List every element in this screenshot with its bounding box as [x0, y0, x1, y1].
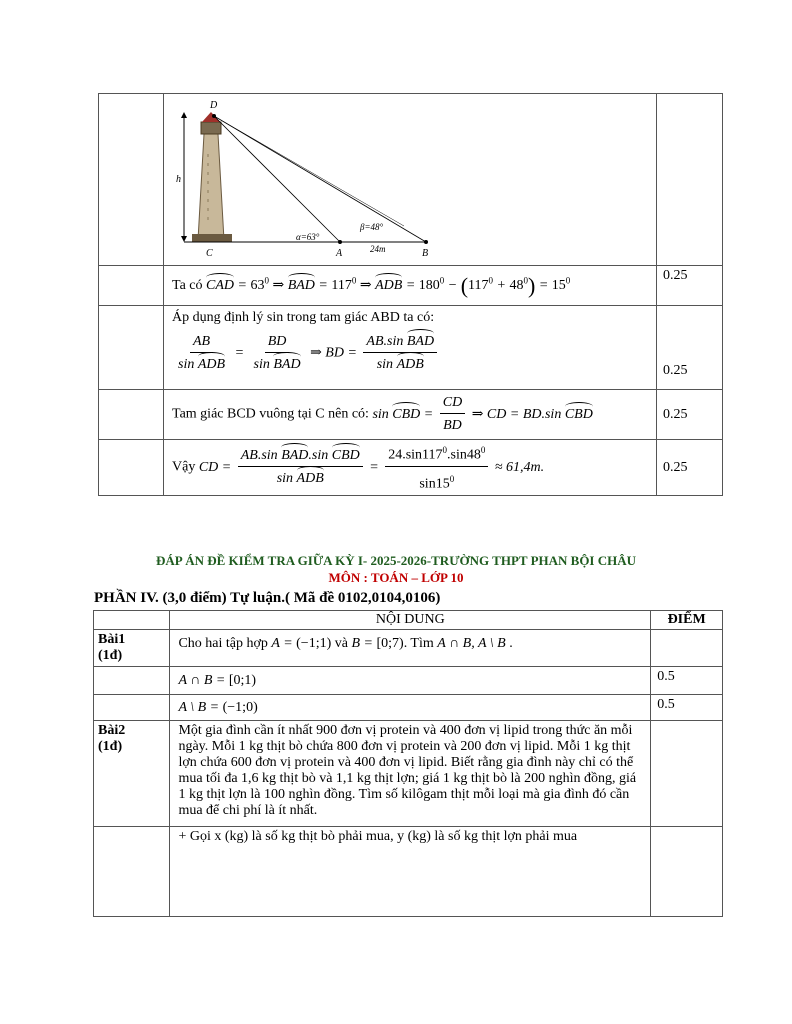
label-d: D — [210, 100, 218, 111]
sight-line-a — [214, 116, 340, 242]
col-header-point: ĐIỂM — [651, 611, 723, 630]
point-row-4: 0.25 — [657, 440, 723, 496]
solution-row-3: Tam giác BCD vuông tại C nên có: sin CBD = $\frac{CD}{BD}$ ⇒ CD = BD.sin CBD — [164, 390, 657, 440]
answer-key-title: ĐÁP ÁN ĐỀ KIỂM TRA GIỮA KỲ I- 2025-2026-TRƯỜNG THPT PHAN BỘI CHÂU — [155, 553, 637, 568]
bai1-point-1: 0.5 — [651, 667, 723, 695]
point-row-2: 0.25 — [657, 306, 723, 390]
label-alpha: α=63° — [296, 232, 320, 242]
label-c: C — [206, 248, 213, 259]
subject-title: MÔN : TOÁN – LỚP 10 — [328, 570, 464, 585]
bai1-label: Bài1 (1đ) — [94, 630, 170, 667]
bai1-point-2: 0.5 — [651, 695, 723, 721]
bai1-answer-2: A \ B = (−1;0) — [170, 695, 651, 721]
label-a: A — [336, 248, 343, 259]
lighthouse-roof — [202, 112, 220, 122]
label-beta: β=48° — [360, 222, 384, 232]
sight-line-b — [214, 116, 426, 242]
part-title: PHẦN IV. (3,0 điểm) Tự luận.( Mã đề 0102,0104,0106) — [94, 590, 441, 606]
point-a — [338, 240, 342, 244]
point-row-3: 0.25 — [657, 390, 723, 440]
lighthouse-lamp — [201, 122, 221, 134]
bai2-step-1: + Gọi x (kg) là số kg thịt bò phải mua, y (kg) là số kg thịt lợn phải mua — [170, 827, 651, 917]
essay-table — [93, 610, 723, 917]
point-row-1: 0.25 — [657, 266, 723, 306]
point-d — [212, 114, 216, 118]
solution-row-2: Áp dụng định lý sin trong tam giác ABD ta có: $\frac{AB}{\text{sin ADB}}$ = $\frac{BD}{\text{sin BAD}}$ ⇒ BD = $\frac{\text{AB.sin BAD}}{\text{sin ADB}}$ — [164, 306, 657, 390]
lighthouse-figure-cell — [164, 94, 657, 266]
bai2-problem: Một gia đình cần ít nhất 900 đơn vị protein và 400 đơn vị lipid trong thức ăn mỗi ngày. Mỗi 1 kg thịt bò chứa 800 đơn vị protein và 200 đơn vị lipid. Mỗi 1 kg thịt lợn chứa 600 đơn vị protein và 400 đơn vị lipid. Biết rằng gia đình này chỉ có thể mua tối đa 1,6 kg thịt bò và 1,1 kg thịt lợn; giá 1 kg thịt bò là 200 nghìn đồng, giá 1 kg thịt lợn là 100 nghìn đồng. Tìm số kilôgam thịt mỗi loại mà gia đình đó cần mua để chi phí là ít nhất. — [170, 721, 651, 827]
point-b — [424, 240, 428, 244]
solution-row-1: Ta có CAD = $63^0$ ⇒ BAD = $117^0$ ⇒ ADB = $180^0 - (117^0 + 48^0) = 15^0$ — [164, 266, 657, 306]
solution-table — [98, 93, 723, 496]
label-distance: 24m — [370, 244, 386, 254]
lighthouse-base — [192, 234, 232, 242]
bai1-prompt: Cho hai tập hợp A = (−1;1) và B = [0;7). Tìm A ∩ B, A \ B . — [170, 630, 651, 667]
label-b: B — [422, 248, 429, 259]
solution-row-4: Vậy CD = $\frac{\text{AB.sin BAD.sin CBD}}{\text{sin ADB}}$ = $\frac{24.\sin 117^0.\sin 48^0}{\sin 15^0}$ ≈ 61,4m. — [164, 440, 657, 496]
bai2-label: Bài2 (1đ) — [94, 721, 170, 827]
label-h: h — [176, 174, 181, 185]
lighthouse-tower — [198, 134, 224, 240]
lighthouse-figure — [164, 94, 464, 260]
bai1-answer-1: A ∩ B = [0;1) — [170, 667, 651, 695]
col-header-content: NỘI DUNG — [170, 611, 651, 630]
